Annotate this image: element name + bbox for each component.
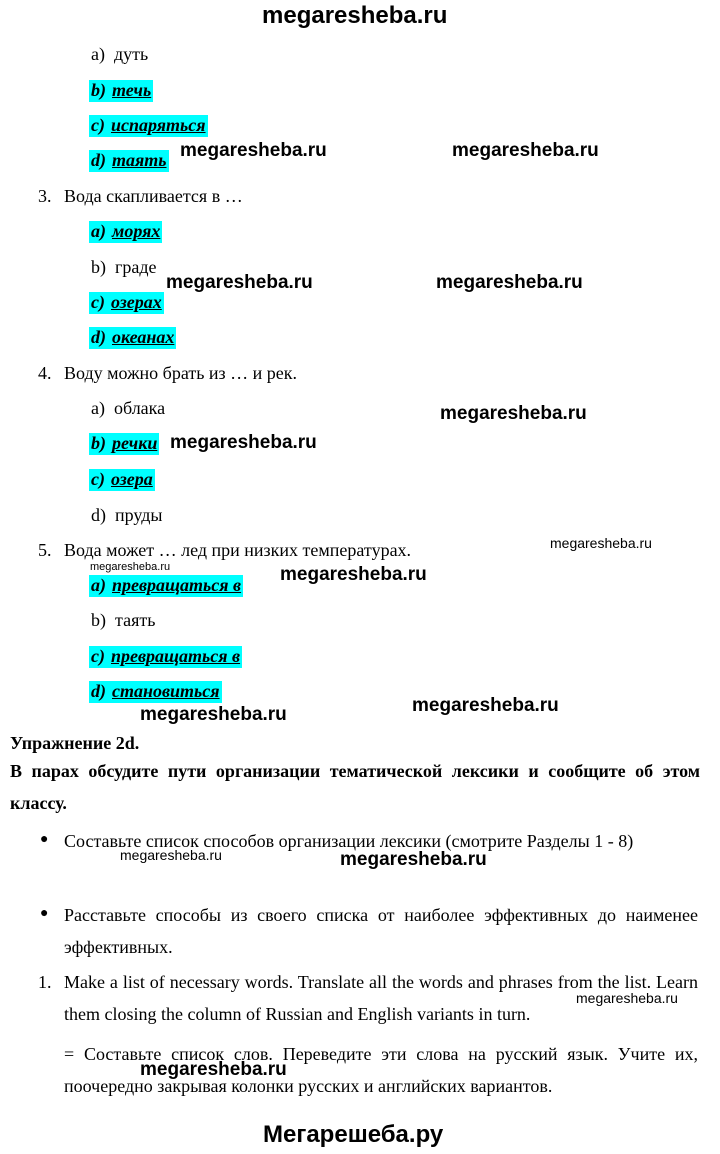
watermark: megaresheba.ru bbox=[550, 535, 652, 551]
watermark: megaresheba.ru bbox=[440, 403, 587, 424]
q4-question: 4. Воду можно брать из … и рек. bbox=[38, 363, 298, 383]
q3-question: 3. Вода скапливается в … bbox=[38, 186, 243, 206]
q5-answer-b: b) таять bbox=[91, 610, 156, 630]
watermark: megaresheba.ru bbox=[90, 561, 171, 573]
q3-answer-c: c) озерах bbox=[91, 292, 162, 312]
watermark: megaresheba.ru bbox=[280, 564, 427, 585]
bullet-2-marker: ● bbox=[40, 906, 49, 921]
q4-answer-a: a) облака bbox=[91, 398, 166, 418]
header-site: megaresheba.ru bbox=[262, 2, 448, 29]
watermark: megaresheba.ru bbox=[412, 695, 559, 716]
watermark: megaresheba.ru bbox=[140, 704, 287, 725]
watermark: megaresheba.ru bbox=[166, 272, 313, 293]
watermark: megaresheba.ru bbox=[452, 140, 599, 161]
bullet-1-marker: ● bbox=[40, 832, 49, 847]
q4-answer-b: b) речки bbox=[91, 433, 158, 453]
q2-answer-d: d) таять bbox=[91, 150, 167, 170]
q2-answer-c: c) испаряться bbox=[91, 115, 206, 135]
watermark: megaresheba.ru bbox=[436, 272, 583, 293]
q5-answer-c: c) превращаться в bbox=[91, 646, 241, 666]
exercise-instruction: В парах обсудите пути организации тематической лексики и сообщите об этом классу. bbox=[10, 761, 700, 813]
q3-answer-b: b) граде bbox=[91, 257, 157, 277]
q5-question: 5. Вода может … лед при низких температурах. bbox=[38, 540, 412, 560]
bullet-2-text: Расставьте способы из своего списка от наиболее эффективных до наименее эффективных. bbox=[64, 905, 698, 957]
q4-answer-c: c) озера bbox=[91, 469, 153, 489]
q5-answer-d: d) становиться bbox=[91, 681, 220, 701]
watermark: megaresheba.ru bbox=[340, 849, 487, 870]
q2-answer-a: a) дуть bbox=[91, 44, 149, 64]
q2-answer-b: b) течь bbox=[91, 80, 152, 100]
q4-answer-d: d) пруды bbox=[91, 505, 163, 525]
watermark: megaresheba.ru bbox=[140, 1059, 287, 1080]
watermark: megaresheba.ru bbox=[576, 990, 678, 1006]
watermark: megaresheba.ru bbox=[120, 847, 222, 863]
exercise-title: Упражнение 2d. bbox=[10, 733, 140, 753]
bullet-1-text: Составьте список способов организации лексики (смотрите Разделы 1 - 8) bbox=[64, 831, 634, 851]
item-1-translation: = Составьте список слов. Переведите эти слова на русский язык. Учите их, поочередно закрывая колонки русских и английских вариантов. bbox=[64, 1044, 698, 1096]
item-1-number: 1. bbox=[38, 972, 52, 992]
q5-answer-a: a) превращаться в bbox=[91, 575, 242, 595]
watermark: megaresheba.ru bbox=[180, 140, 327, 161]
item-1-text: Make a list of necessary words. Translate all the words and phrases from the list. Learn them closing the column of Russian and English variants in turn. bbox=[64, 972, 698, 1024]
q3-answer-d: d) океанах bbox=[91, 327, 175, 347]
footer-site: Мегарешеба.ру bbox=[263, 1121, 444, 1148]
q3-answer-a: a) морях bbox=[91, 221, 161, 241]
watermark: megaresheba.ru bbox=[170, 432, 317, 453]
